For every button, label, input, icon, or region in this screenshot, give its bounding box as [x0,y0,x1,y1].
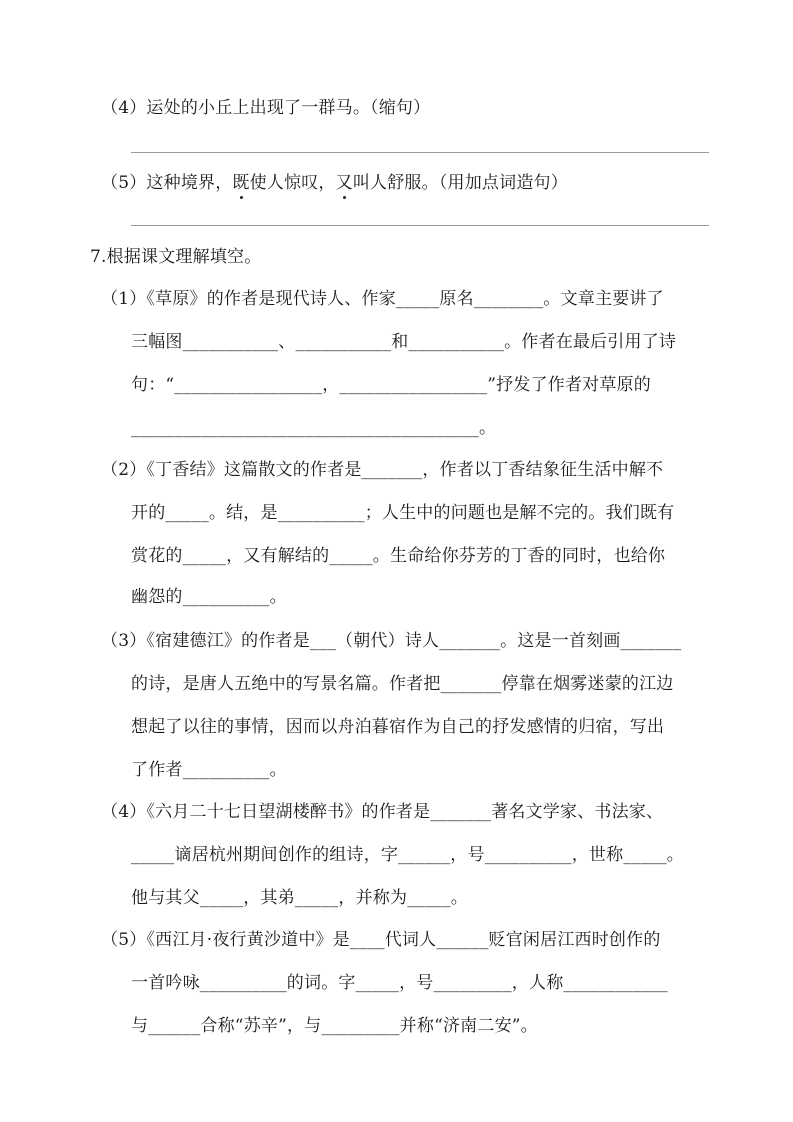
q7-2-line-1: （2）《丁香结》这篇散文的作者是_______，作者以丁香结象征生活中解不 [101,460,664,480]
q7-1-line-1: （1）《草原》的作者是现代诗人、作家_____原名________。文章主要讲了 [101,289,664,309]
q7-1-line-3: 句：“_________________，_________________”抒发了作者对草原的 [131,375,651,395]
q7-2-line-2: 开的_____。结，是__________；人生中的问题也是解不完的。我们既有 [131,503,675,523]
q7-2-line-4: 幽怨的__________。 [131,587,287,607]
emphasis-dot-char-you: 又 [335,173,353,193]
answer-line-q6-5[interactable] [131,225,709,226]
q6-item-5 [101,172,568,194]
q7-1-line-4: ________________________________________。 [131,418,497,438]
q7-5-line-3: 与______合称“苏辛”，与_________并称“济南二安”。 [131,1016,538,1036]
q6-item-5-text-c: 叫人舒服。（用加点词造句） [352,173,568,193]
q6-item-5-text-a: （5）这种境界， [101,173,233,193]
q7-heading: 7.根据课文理解填空。 [90,247,262,267]
q7-4-line-3: 他与其父_____，其弟_____，并称为_____。 [131,888,468,908]
answer-line-q6-4[interactable] [131,152,709,153]
q7-2-line-3: 赏花的_____，又有解结的_____。生命给你芬芳的丁香的同时，也给你 [131,546,666,566]
emphasis-dot-char-ji: 既 [232,173,250,193]
q7-5-line-2: 一首吟咏__________的词。字_____，号_________，人称____________ [131,973,668,993]
q7-1-line-2: 三幅图___________、___________和___________。作者在最后引用了诗 [131,332,677,352]
q6-item-5-text-b: 使人惊叹， [249,173,336,193]
q7-3-line-1: （3）《宿建德江》的作者是___（朝代）诗人_______。这是一首刻画_______ [101,631,682,651]
q7-5-line-1: （5）《西江月·夜行黄沙道中》是____代词人______贬官闲居江西时创作的 [101,930,661,950]
q7-4-line-1: （4）《六月二十七日望湖楼醉书》的作者是_______著名文学家、书法家、 [101,802,664,822]
q7-3-line-4: 了作者__________。 [131,760,287,780]
q7-3-line-3: 想起了以往的事情，因而以舟泊暮宿作为自己的抒发感情的归宿，写出 [131,717,665,737]
q6-item-4: （4）运处的小丘上出现了一群马。（缩句） [101,98,431,118]
q7-3-line-2: 的诗，是唐人五绝中的写景名篇。作者把_______停靠在烟雾迷蒙的江边 [131,674,674,694]
q7-4-line-2: _____谪居杭州期间创作的组诗，字______，号__________，世称_____。 [131,845,684,865]
